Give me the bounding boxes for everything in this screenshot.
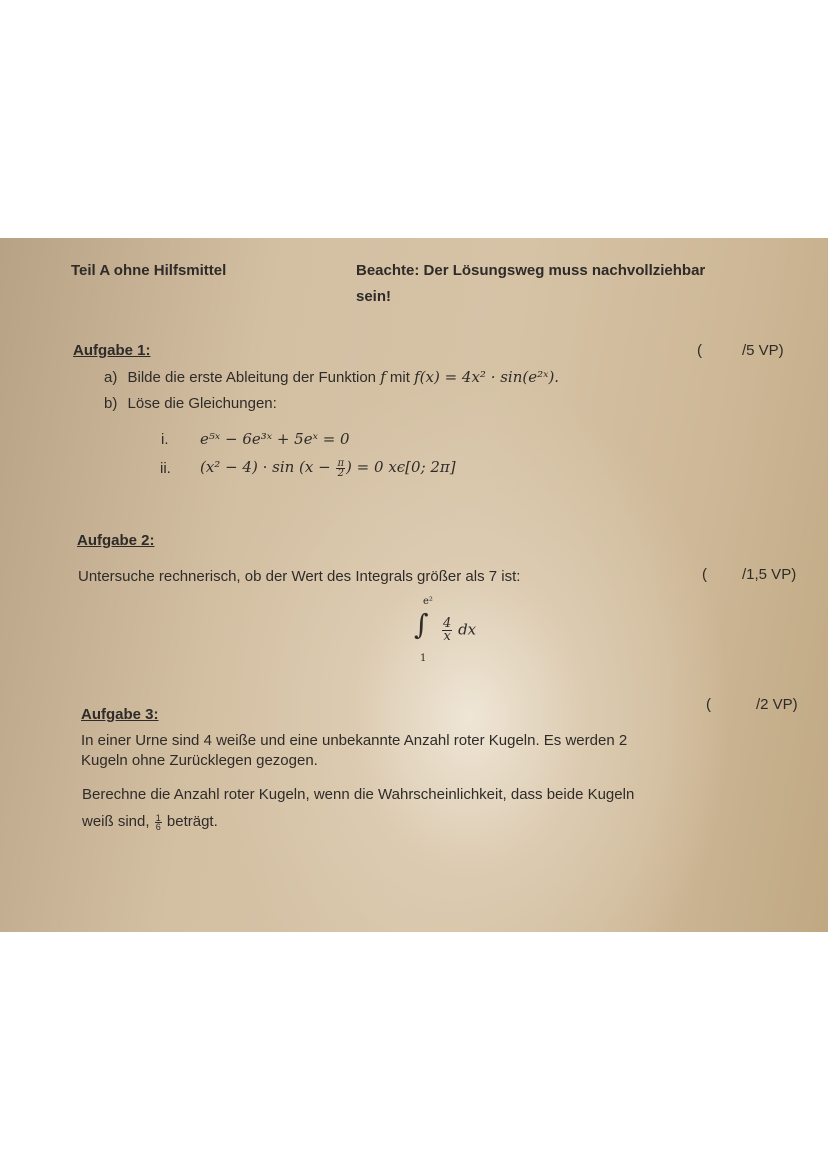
integrand-den: x: [443, 629, 451, 644]
task1-i-equation: e⁵ˣ − 6e³ˣ + 5eˣ = 0: [200, 430, 350, 448]
task1-ii-fraction: [336, 459, 345, 478]
task3-p2-line2a: weiß sind,: [82, 813, 150, 830]
task1-a: [104, 368, 559, 386]
task2-points: /1,5 VP): [742, 566, 797, 583]
task1-a-formula: f(x) = 4x² · sin(e²ˣ).: [414, 368, 560, 386]
task3-p2-line1: Berechne die Anzahl roter Kugeln, wenn die Wahrscheinlichkeit, dass beide Kugeln: [82, 786, 635, 803]
task1-a-text: Bilde die erste Ableitung der Funktion: [127, 369, 377, 386]
task1-ii-frac-den: 2: [337, 467, 344, 479]
task1-ii-left: (x² − 4) · sin (x −: [200, 458, 336, 476]
task1-i-label: i.: [161, 431, 169, 448]
header-note-line1: Beachte: Der Lösungsweg muss nachvollziehbar: [356, 262, 706, 279]
integral-upper-limit: e²: [423, 596, 433, 607]
task1-b-label: b): [104, 395, 118, 412]
task3-fraction: [155, 814, 162, 831]
task1-b: [104, 395, 277, 412]
task2-text: Untersuche rechnerisch, ob der Wert des Integrals größer als 7 ist:: [78, 568, 521, 585]
integral-fraction: [441, 618, 476, 643]
integral-lower-limit: 1: [420, 653, 427, 664]
task1-a-mit: mit: [389, 369, 410, 386]
task3-points: /2 VP): [756, 696, 798, 713]
header-left: Teil A ohne Hilfsmittel: [71, 262, 227, 279]
integrand-num: 4: [443, 616, 452, 631]
task1-ii-frac-num: π: [337, 457, 345, 469]
task3-p1-line2: Kugeln ohne Zurücklegen gezogen.: [81, 752, 318, 769]
task1-a-label: a): [104, 369, 118, 386]
integral-sign: ∫: [414, 608, 429, 641]
task2-points-open: (: [702, 566, 707, 583]
task3-p1-line1: In einer Urne sind 4 weiße und eine unbekannte Anzahl roter Kugeln. Es werden 2: [81, 732, 628, 749]
task3-points-open: (: [706, 696, 711, 713]
header-note-line2: sein!: [356, 288, 392, 305]
task3-title: Aufgabe 3:: [81, 706, 159, 723]
task3-frac-den: 6: [155, 821, 161, 832]
task1-a-f: f: [380, 368, 386, 386]
task2-title: Aufgabe 2:: [77, 532, 155, 549]
task1-ii-label: ii.: [160, 460, 171, 477]
task1-title: Aufgabe 1:: [73, 342, 151, 359]
task3-p2-line2: [82, 813, 218, 831]
task1-ii-equation: [200, 458, 456, 478]
task1-points-open: (: [697, 342, 702, 359]
task1-b-text: Löse die Gleichungen:: [127, 395, 277, 412]
task3-frac-num: 1: [155, 812, 161, 823]
integrand-fraction: [442, 618, 452, 643]
worksheet-photo: [0, 238, 828, 932]
integral-dx: dx: [458, 620, 477, 639]
task1-ii-right: ) = 0 xϵ[0; 2π]: [346, 458, 456, 476]
task1-points: /5 VP): [742, 342, 784, 359]
task3-p2-line2b: beträgt.: [166, 813, 218, 830]
